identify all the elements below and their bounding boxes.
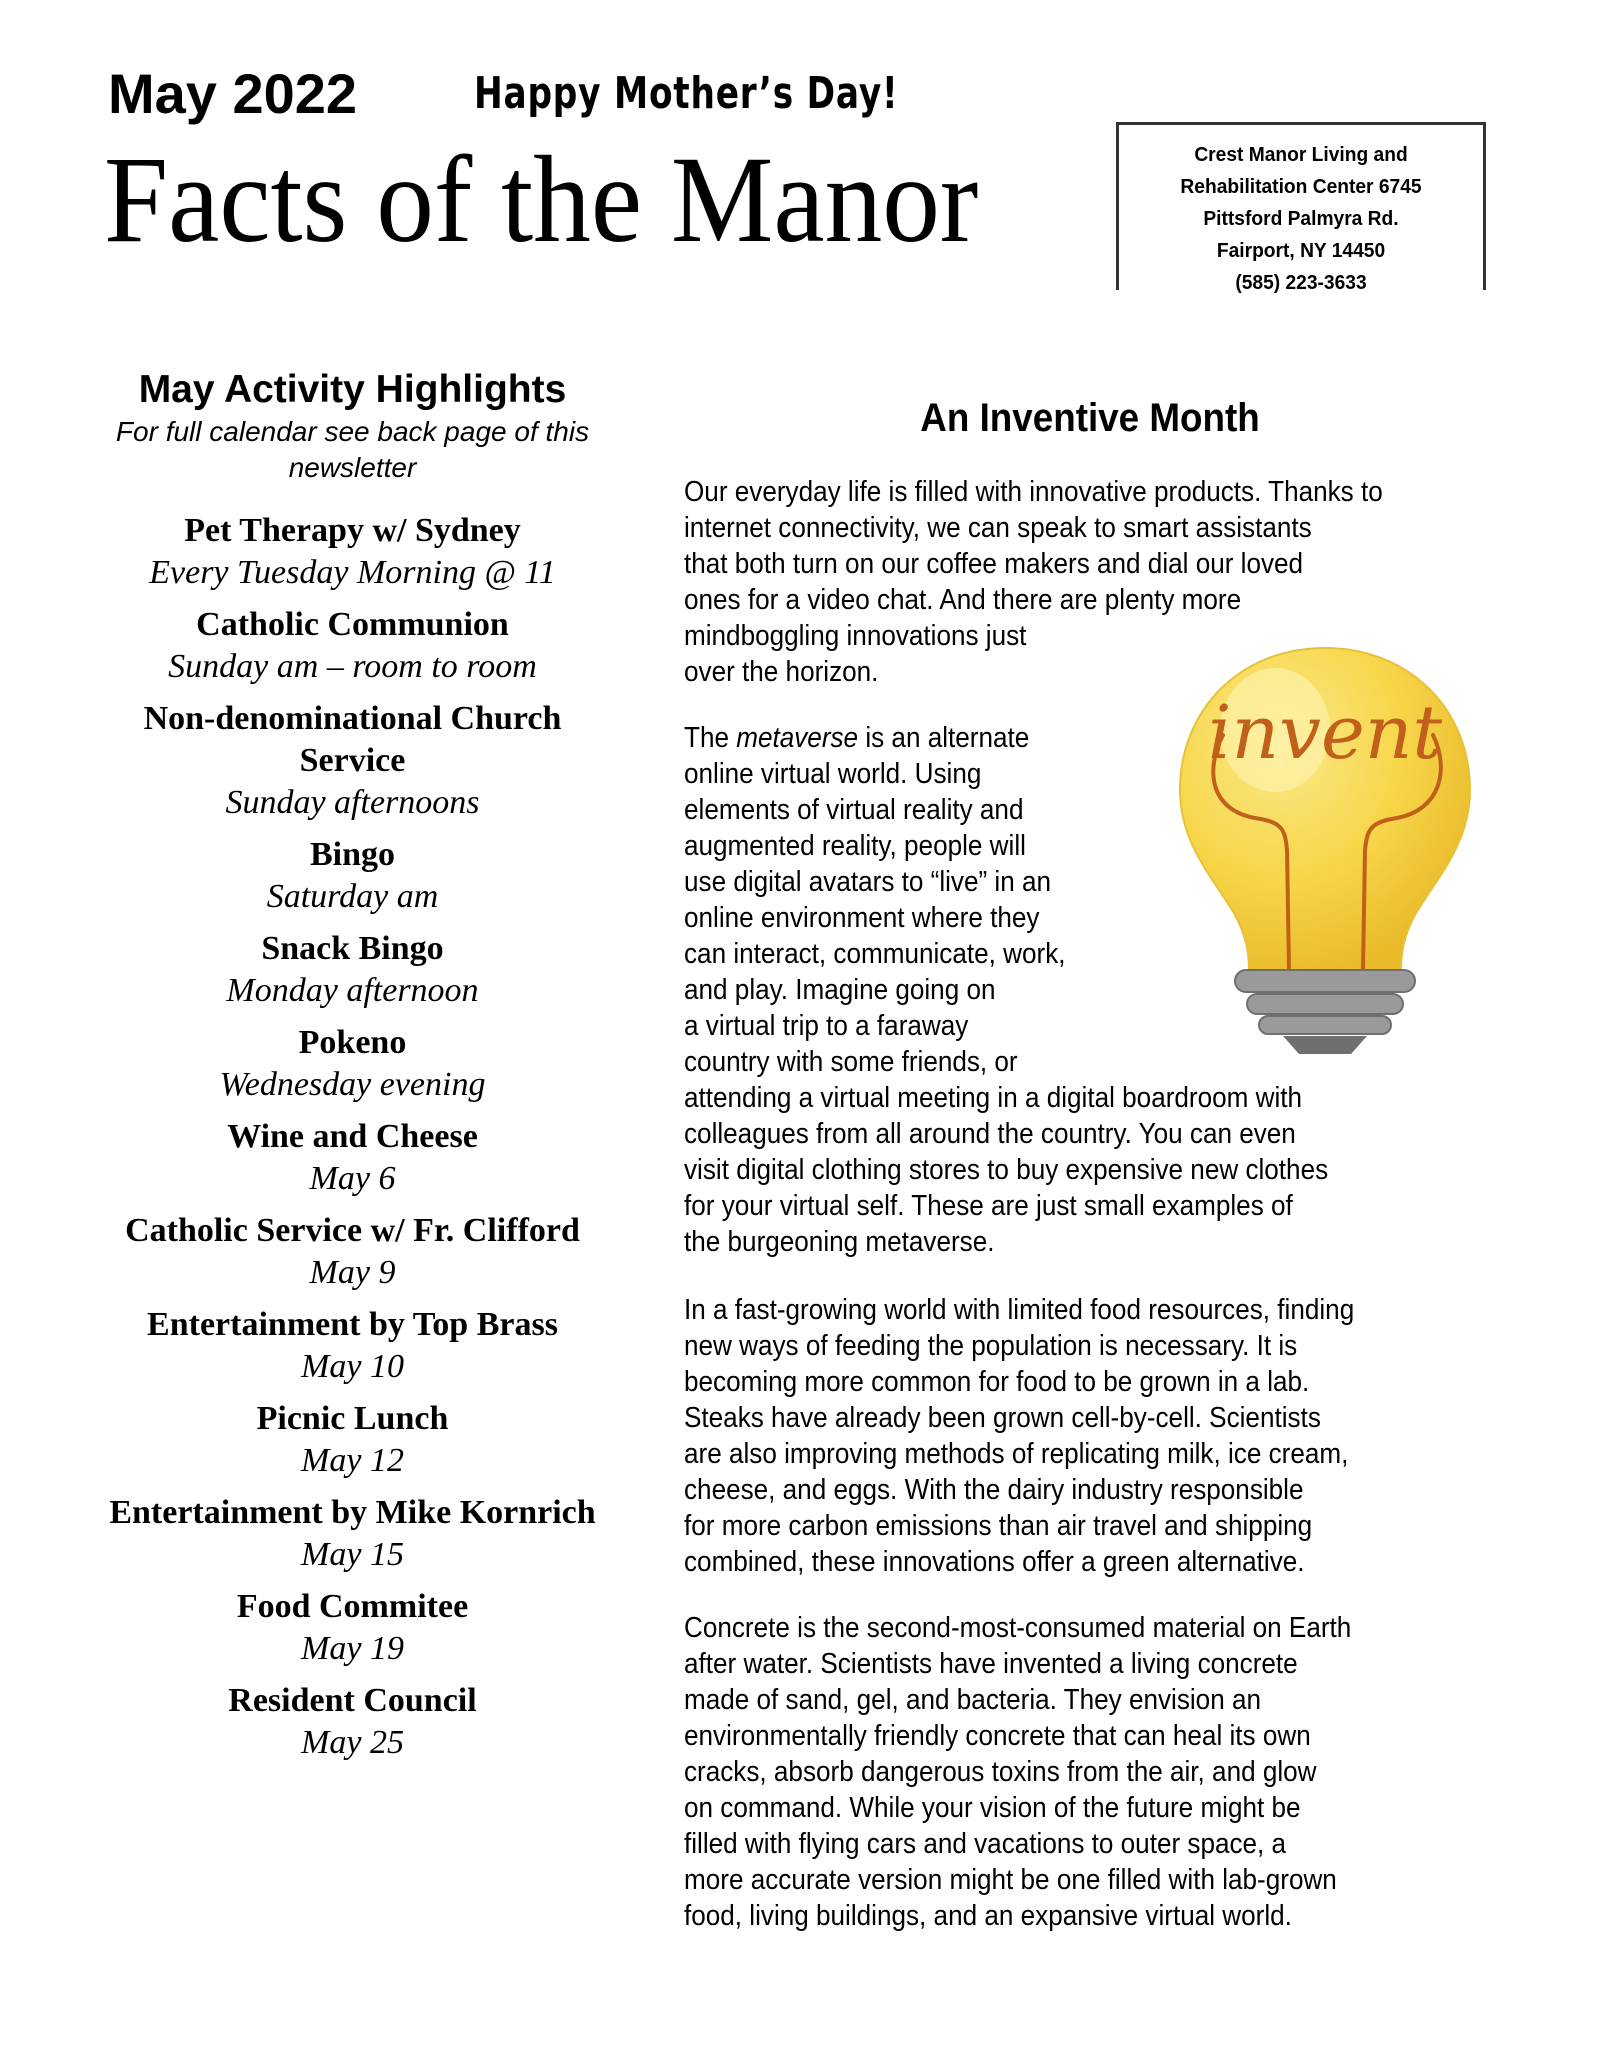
event-item	[100, 1586, 605, 1670]
paragraph-line: on command. While your vision of the future might be	[684, 1792, 1301, 1824]
event-name: Resident Council	[228, 1682, 477, 1719]
paragraph-line: for more carbon emissions than air travel and shipping	[684, 1510, 1313, 1542]
event-name: Entertainment by Top Brass	[147, 1306, 558, 1343]
event-item	[100, 1680, 605, 1764]
paragraph-line: the burgeoning metaverse.	[684, 1226, 995, 1258]
article-paragraph-4	[684, 1610, 1524, 1934]
event-schedule: May 10	[301, 1348, 404, 1385]
event-item	[100, 698, 605, 824]
event-name: Bingo	[309, 836, 396, 873]
bulb-base-ring-1	[1235, 970, 1415, 992]
paragraph-line: are also improving methods of replicating milk, ice cream,	[684, 1438, 1349, 1470]
paragraph-line: a virtual trip to a faraway	[684, 1010, 969, 1042]
paragraph-line: Concrete is the second-most-consumed material on Earth	[684, 1612, 1352, 1644]
paragraph-line: that both turn on our coffee makers and dial our loved	[684, 548, 1304, 580]
paragraph-line: online environment where they	[684, 902, 1040, 934]
event-list	[100, 510, 605, 1764]
text-run: is an alternate	[858, 722, 1030, 754]
event-name: Catholic Communion	[196, 606, 509, 643]
lightbulb-icon	[1165, 640, 1485, 1060]
event-item	[100, 1022, 605, 1106]
article-paragraph-3	[684, 1292, 1524, 1580]
event-name: Entertainment by Mike Kornrich	[109, 1494, 596, 1531]
paragraph-line: mindboggling innovations just	[684, 620, 1027, 652]
event-schedule: May 6	[309, 1160, 396, 1197]
mothers-day-greeting: Happy Mother’s Day!	[474, 68, 899, 119]
event-schedule: May 9	[309, 1254, 396, 1291]
paragraph-line: elements of virtual reality and	[684, 794, 1024, 826]
text-run: The	[684, 722, 737, 754]
address-line: Rehabilitation Center 6745	[1180, 176, 1422, 198]
event-name: Pokeno	[298, 1024, 407, 1061]
event-item	[100, 834, 605, 918]
paragraph-line: Steaks have already been grown cell-by-cell. Scientists	[684, 1402, 1321, 1434]
paragraph-line: after water. Scientists have invented a living concrete	[684, 1648, 1298, 1680]
highlights-subtitle: For full calendar see back page of this newsletter	[115, 416, 590, 483]
paragraph-line: food, living buildings, and an expansive virtual world.	[684, 1900, 1292, 1932]
event-name: Non-denominational Church Service	[143, 700, 562, 779]
paragraph-line: made of sand, gel, and bacteria. They envision an	[684, 1684, 1261, 1716]
newsletter-masthead: Facts of the Manor	[104, 131, 979, 268]
metaverse-term: metaverse	[736, 722, 859, 754]
paragraph-line: can interact, communicate, work,	[684, 938, 1066, 970]
event-item	[100, 1304, 605, 1388]
event-schedule: Wednesday evening	[219, 1066, 486, 1103]
event-name: Picnic Lunch	[256, 1400, 449, 1437]
paragraph-line: combined, these innovations offer a green alternative.	[684, 1546, 1305, 1578]
paragraph-line: Our everyday life is filled with innovative products. Thanks to	[684, 476, 1383, 508]
paragraph-line: online virtual world. Using	[684, 758, 982, 790]
event-schedule: Sunday am – room to room	[168, 648, 537, 685]
paragraph-line: ones for a video chat. And there are plenty more	[684, 584, 1242, 616]
event-schedule: May 12	[301, 1442, 404, 1479]
paragraph-line: In a fast-growing world with limited food resources, finding	[684, 1294, 1355, 1326]
paragraph-line: country with some friends, or	[684, 1046, 1018, 1078]
paragraph-line: attending a virtual meeting in a digital boardroom with	[684, 1082, 1303, 1114]
event-item	[100, 1210, 605, 1294]
event-schedule: May 15	[301, 1536, 404, 1573]
paragraph-line: and play. Imagine going on	[684, 974, 996, 1006]
bulb-base-ring-3	[1259, 1016, 1391, 1034]
address-line: Fairport, NY 14450	[1216, 240, 1386, 262]
highlights-title: May Activity Highlights	[138, 368, 567, 411]
event-item	[100, 1116, 605, 1200]
paragraph-line: augmented reality, people will	[684, 830, 1026, 862]
paragraph-line: environmentally friendly concrete that can heal its own	[684, 1720, 1311, 1752]
bulb-base-tip	[1283, 1036, 1367, 1054]
bulb-base-ring-2	[1247, 994, 1403, 1014]
event-item	[100, 1492, 605, 1576]
article-title: An Inventive Month	[920, 396, 1260, 440]
event-name: Pet Therapy w/ Sydney	[184, 512, 521, 549]
paragraph-line: use digital avatars to “live” in an	[684, 866, 1052, 898]
bulb-lettering: invent	[1207, 690, 1443, 776]
paragraph-line: new ways of feeding the population is necessary. It is	[684, 1330, 1298, 1362]
event-name: Snack Bingo	[261, 930, 444, 967]
paragraph-line: internet connectivity, we can speak to smart assistants	[684, 512, 1312, 544]
event-schedule: May 19	[301, 1630, 404, 1667]
paragraph-line: for your virtual self. These are just small examples of	[684, 1190, 1293, 1222]
event-item	[100, 510, 605, 594]
event-schedule: Saturday am	[266, 878, 439, 915]
activity-highlights	[100, 366, 605, 1774]
paragraph-line: becoming more common for food to be grown in a lab.	[684, 1366, 1310, 1398]
event-item	[100, 1398, 605, 1482]
address-line: Pittsford Palmyra Rd.	[1203, 208, 1399, 230]
paragraph-line: cracks, absorb dangerous toxins from the air, and glow	[684, 1756, 1317, 1788]
paragraph-line: cheese, and eggs. With the dairy industry responsible	[684, 1474, 1304, 1506]
event-schedule: May 25	[301, 1724, 404, 1761]
paragraph-line: colleagues from all around the country. You can even	[684, 1118, 1296, 1150]
issue-date: May 2022	[108, 62, 358, 125]
event-schedule: Every Tuesday Morning @ 11	[149, 554, 556, 591]
paragraph-line: more accurate version might be one filled with lab-grown	[684, 1864, 1337, 1896]
event-item	[100, 604, 605, 688]
paragraph-line: over the horizon.	[684, 656, 879, 688]
event-name: Wine and Cheese	[227, 1118, 478, 1155]
event-schedule: Monday afternoon	[226, 972, 479, 1009]
event-name: Food Commitee	[236, 1588, 469, 1625]
event-schedule: Sunday afternoons	[225, 784, 480, 821]
event-item	[100, 928, 605, 1012]
event-name: Catholic Service w/ Fr. Clifford	[125, 1212, 580, 1249]
address-box	[1116, 122, 1486, 294]
paragraph-line: visit digital clothing stores to buy expensive new clothes	[684, 1154, 1329, 1186]
paragraph-line: filled with flying cars and vacations to outer space, a	[684, 1828, 1287, 1860]
phone-number: (585) 223-3633	[1235, 272, 1367, 294]
address-line: Crest Manor Living and	[1194, 144, 1408, 166]
